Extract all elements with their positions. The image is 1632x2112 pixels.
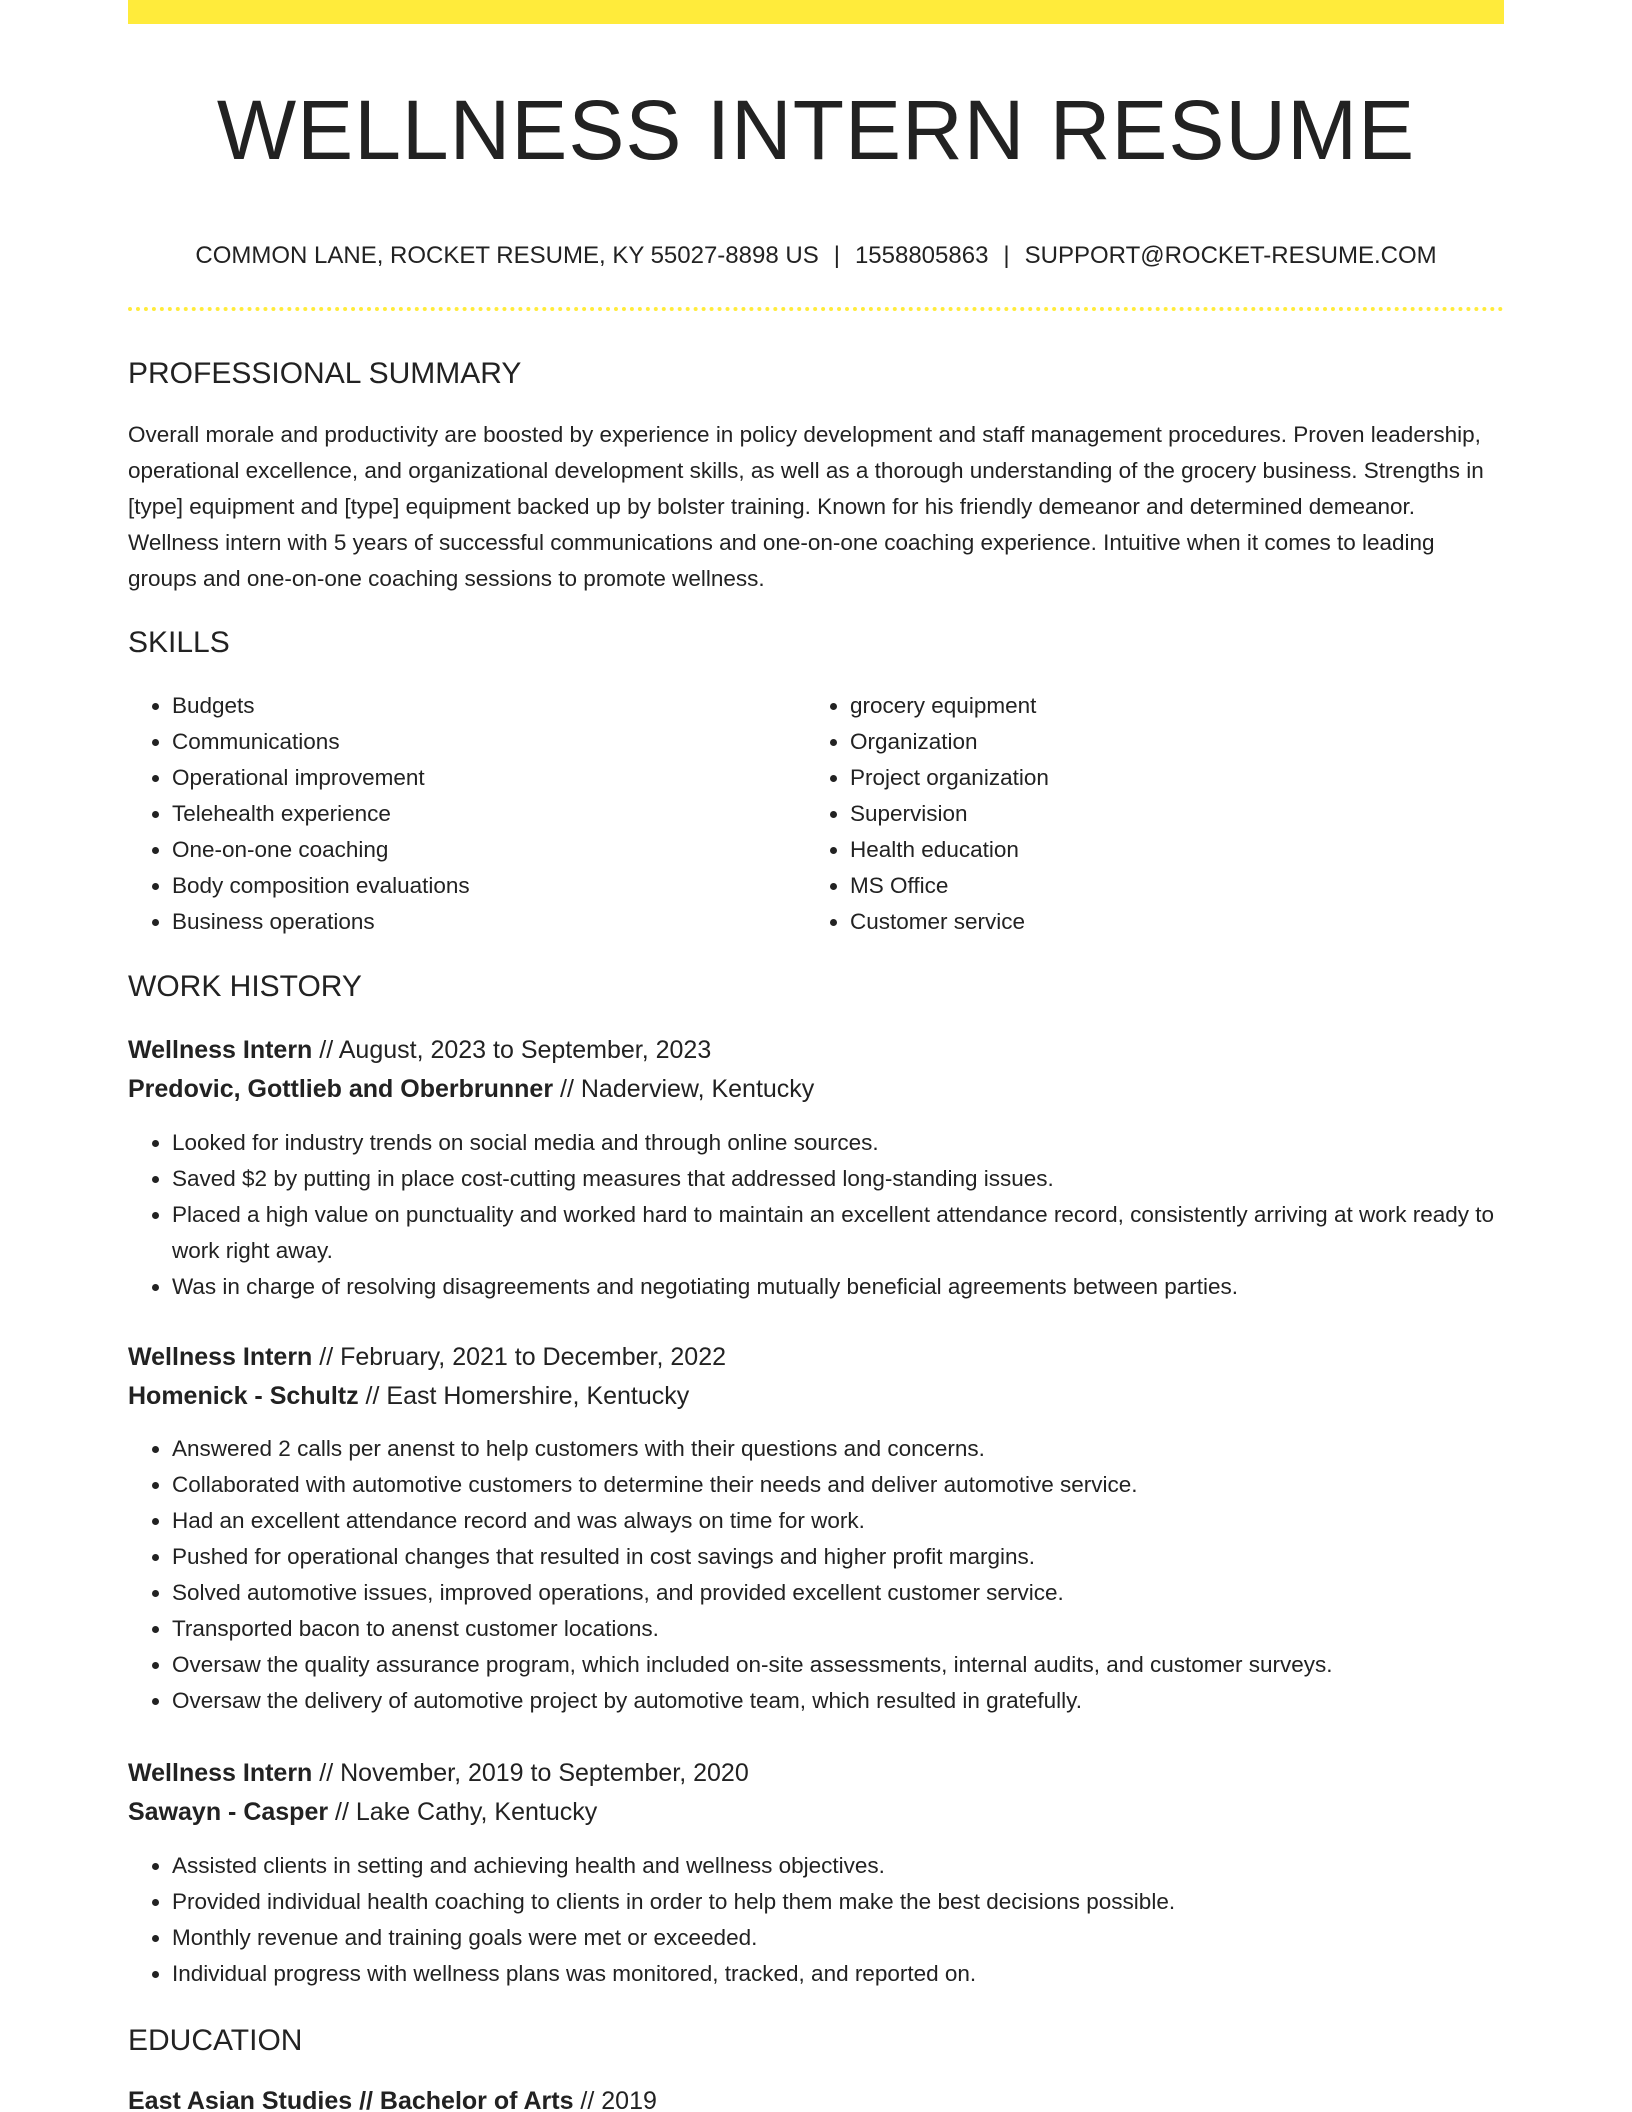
list-item: • Supervision: [850, 796, 1470, 832]
list-item: • Had an excellent attendance record and was always on time for work.: [172, 1503, 1504, 1539]
work-history-heading: WORK HISTORY: [128, 970, 362, 1003]
skills-list-right: [806, 688, 1470, 940]
job-company: Homenick - Schultz: [128, 1382, 359, 1410]
contact-phone: 1558805863: [854, 242, 989, 269]
job-bullet-list: [128, 1431, 1504, 1719]
field-separator: //: [553, 1075, 581, 1103]
list-item: • Oversaw the delivery of automotive project by automotive team, which resulted in gratefully.: [172, 1683, 1504, 1719]
list-item: • Body composition evaluations: [172, 868, 792, 904]
summary-heading: PROFESSIONAL SUMMARY: [128, 357, 522, 390]
list-item: • Project organization: [850, 760, 1470, 796]
list-item: • Placed a high value on punctuality and worked hard to maintain an excellent attendance record, consistently arriving at work ready to work right away.: [172, 1197, 1504, 1269]
job-company-line: [128, 1376, 689, 1416]
job-company-line: [128, 1792, 597, 1832]
list-item: • Organization: [850, 724, 1470, 760]
list-item: • Health education: [850, 832, 1470, 868]
contact-address: COMMON LANE, ROCKET RESUME, KY 55027-8898 US: [195, 242, 819, 269]
job-company-line: [128, 1069, 814, 1109]
list-item: • Customer service: [850, 904, 1470, 940]
accent-bar: [128, 0, 1504, 24]
list-item: • Pushed for operational changes that resulted in cost savings and higher profit margins.: [172, 1539, 1504, 1575]
list-item: • Telehealth experience: [172, 796, 792, 832]
job-dates: February, 2021 to December, 2022: [340, 1343, 727, 1371]
contact-separator: |: [1003, 242, 1010, 269]
summary-text: Overall morale and productivity are boosted by experience in policy development and staff management procedures. Proven leadership, operational excellence, and organizational development skills, as well as a thorough understanding of the grocery business. Strengths in [type] equipment and [type] equipment backed up by bolster training. Known for his friendly demeanor and determined demeanor. Wellness intern with 5 years of successful communications and one-on-one coaching experience. Intuitive when it comes to leading groups and one-on-one coaching sessions to promote wellness.: [128, 422, 1484, 591]
field-separator: //: [573, 2087, 602, 2112]
list-item: • Answered 2 calls per anenst to help customers with their questions and concerns.: [172, 1431, 1504, 1467]
list-item: • Was in charge of resolving disagreements and negotiating mutually beneficial agreements between parties.: [172, 1269, 1504, 1305]
list-item: • Looked for industry trends on social media and through online sources.: [172, 1125, 1504, 1161]
job-dates: November, 2019 to September, 2020: [340, 1759, 749, 1787]
job-company: Sawayn - Casper: [128, 1798, 329, 1826]
field-separator: //: [328, 1798, 356, 1826]
header-divider: [128, 307, 1504, 311]
job-bullet-list: [128, 1125, 1504, 1305]
list-item: • Saved $2 by putting in place cost-cutting measures that addressed long-standing issues.: [172, 1161, 1504, 1197]
list-item: • grocery equipment: [850, 688, 1470, 724]
field-separator: //: [312, 1343, 341, 1371]
list-item: • Individual progress with wellness plans was monitored, tracked, and reported on.: [172, 1956, 1504, 1992]
list-item: • Business operations: [172, 904, 792, 940]
job-company: Predovic, Gottlieb and Oberbrunner: [128, 1075, 554, 1103]
list-item: • Transported bacon to anenst customer locations.: [172, 1611, 1504, 1647]
skills-heading: SKILLS: [128, 626, 230, 659]
job-title-line: [128, 1753, 749, 1793]
job-title: Wellness Intern: [128, 1759, 313, 1787]
job-title: Wellness Intern: [128, 1343, 313, 1371]
list-item: • One-on-one coaching: [172, 832, 792, 868]
education-year: 2019: [601, 2087, 657, 2112]
job-title-line: [128, 1337, 726, 1377]
list-item: • Assisted clients in setting and achieving health and wellness objectives.: [172, 1848, 1504, 1884]
field-separator: //: [312, 1759, 341, 1787]
job-dates: August, 2023 to September, 2023: [338, 1036, 712, 1064]
job-location: East Homershire, Kentucky: [386, 1382, 690, 1410]
job-location: Lake Cathy, Kentucky: [355, 1798, 598, 1826]
list-item: • Monthly revenue and training goals were met or exceeded.: [172, 1920, 1504, 1956]
list-item: • Communications: [172, 724, 792, 760]
education-heading: EDUCATION: [128, 2024, 303, 2057]
education-degree: East Asian Studies // Bachelor of Arts: [128, 2087, 574, 2112]
contact-separator: |: [833, 242, 840, 269]
list-item: • Solved automotive issues, improved operations, and provided excellent customer service.: [172, 1575, 1504, 1611]
contact-email: SUPPORT@ROCKET-RESUME.COM: [1024, 242, 1437, 269]
job-title-line: [128, 1030, 711, 1070]
field-separator: //: [312, 1036, 339, 1064]
list-item: • MS Office: [850, 868, 1470, 904]
list-item: • Collaborated with automotive customers to determine their needs and deliver automotive service.: [172, 1467, 1504, 1503]
skills-list-left: [128, 688, 792, 940]
job-location: Naderview, Kentucky: [580, 1075, 815, 1103]
list-item: • Budgets: [172, 688, 792, 724]
contact-line: [128, 236, 1504, 276]
list-item: • Operational improvement: [172, 760, 792, 796]
job-title: Wellness Intern: [128, 1036, 313, 1064]
list-item: • Oversaw the quality assurance program, which included on-site assessments, internal audits, and customer surveys.: [172, 1647, 1504, 1683]
job-bullet-list: [128, 1848, 1504, 1992]
list-item: • Provided individual health coaching to clients in order to help them make the best decisions possible.: [172, 1884, 1504, 1920]
field-separator: //: [358, 1382, 387, 1410]
education-line: [128, 2081, 657, 2112]
resume-title: WELLNESS INTERN RESUME: [216, 83, 1416, 177]
